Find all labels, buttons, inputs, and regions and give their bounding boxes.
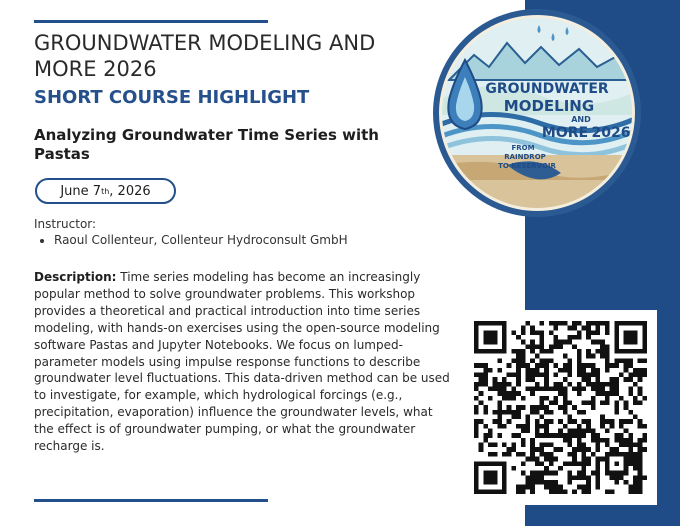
logo-line-3: AND [571, 115, 591, 124]
logo-tagline-1: FROM [511, 144, 535, 152]
logo-year: 2026 [591, 125, 631, 141]
event-title: GROUNDWATER MODELING AND MORE 2026 [34, 31, 376, 81]
date-badge [35, 178, 176, 204]
description-text: Time series modeling has become an increasingly popular method to solve groundwater problems. This workshop provides a theoretical and practical introduction into time series modeling, with hands-on exercises using the open-source modeling software Pastas and Jupyter Notebooks. We focus on lumped-parameter models using impulse response functions to describe groundwater level fluctuations. This data-driven method can be used to investigate, for example, which hydrological forcings (e.g., precipitation, evaporation) influence the groundwater levels, what the effect is of groundwater pumping, or what the groundwater recharge is. [34, 270, 450, 454]
instructor-list [34, 233, 348, 247]
section-subtitle: SHORT COURSE HIGHLIGHT [34, 87, 310, 108]
date-ordinal: th [101, 186, 110, 196]
logo-tagline-2: RAINDROP [504, 153, 546, 161]
logo-tagline-3: TO RESERVOIR [498, 162, 556, 170]
logo-line-2: MODELING [503, 97, 595, 115]
bottom-rule [34, 499, 268, 502]
date-text: June 7 [60, 183, 102, 199]
course-title: Analyzing Groundwater Time Series with Pastas [34, 126, 379, 163]
instructor-name: • Raoul Collenteur, Collenteur Hydroconsult GmbH [54, 233, 348, 247]
course-description [34, 269, 452, 455]
logo-line-4: MORE [541, 125, 589, 141]
date-year: , 2026 [109, 183, 151, 199]
description-label: Description: [34, 270, 117, 284]
logo-line-1: GROUNDWATER [485, 81, 609, 97]
event-logo [429, 5, 645, 221]
qr-code-icon[interactable] [474, 320, 647, 495]
instructor-label: Instructor: [34, 217, 97, 231]
top-rule [34, 20, 268, 23]
